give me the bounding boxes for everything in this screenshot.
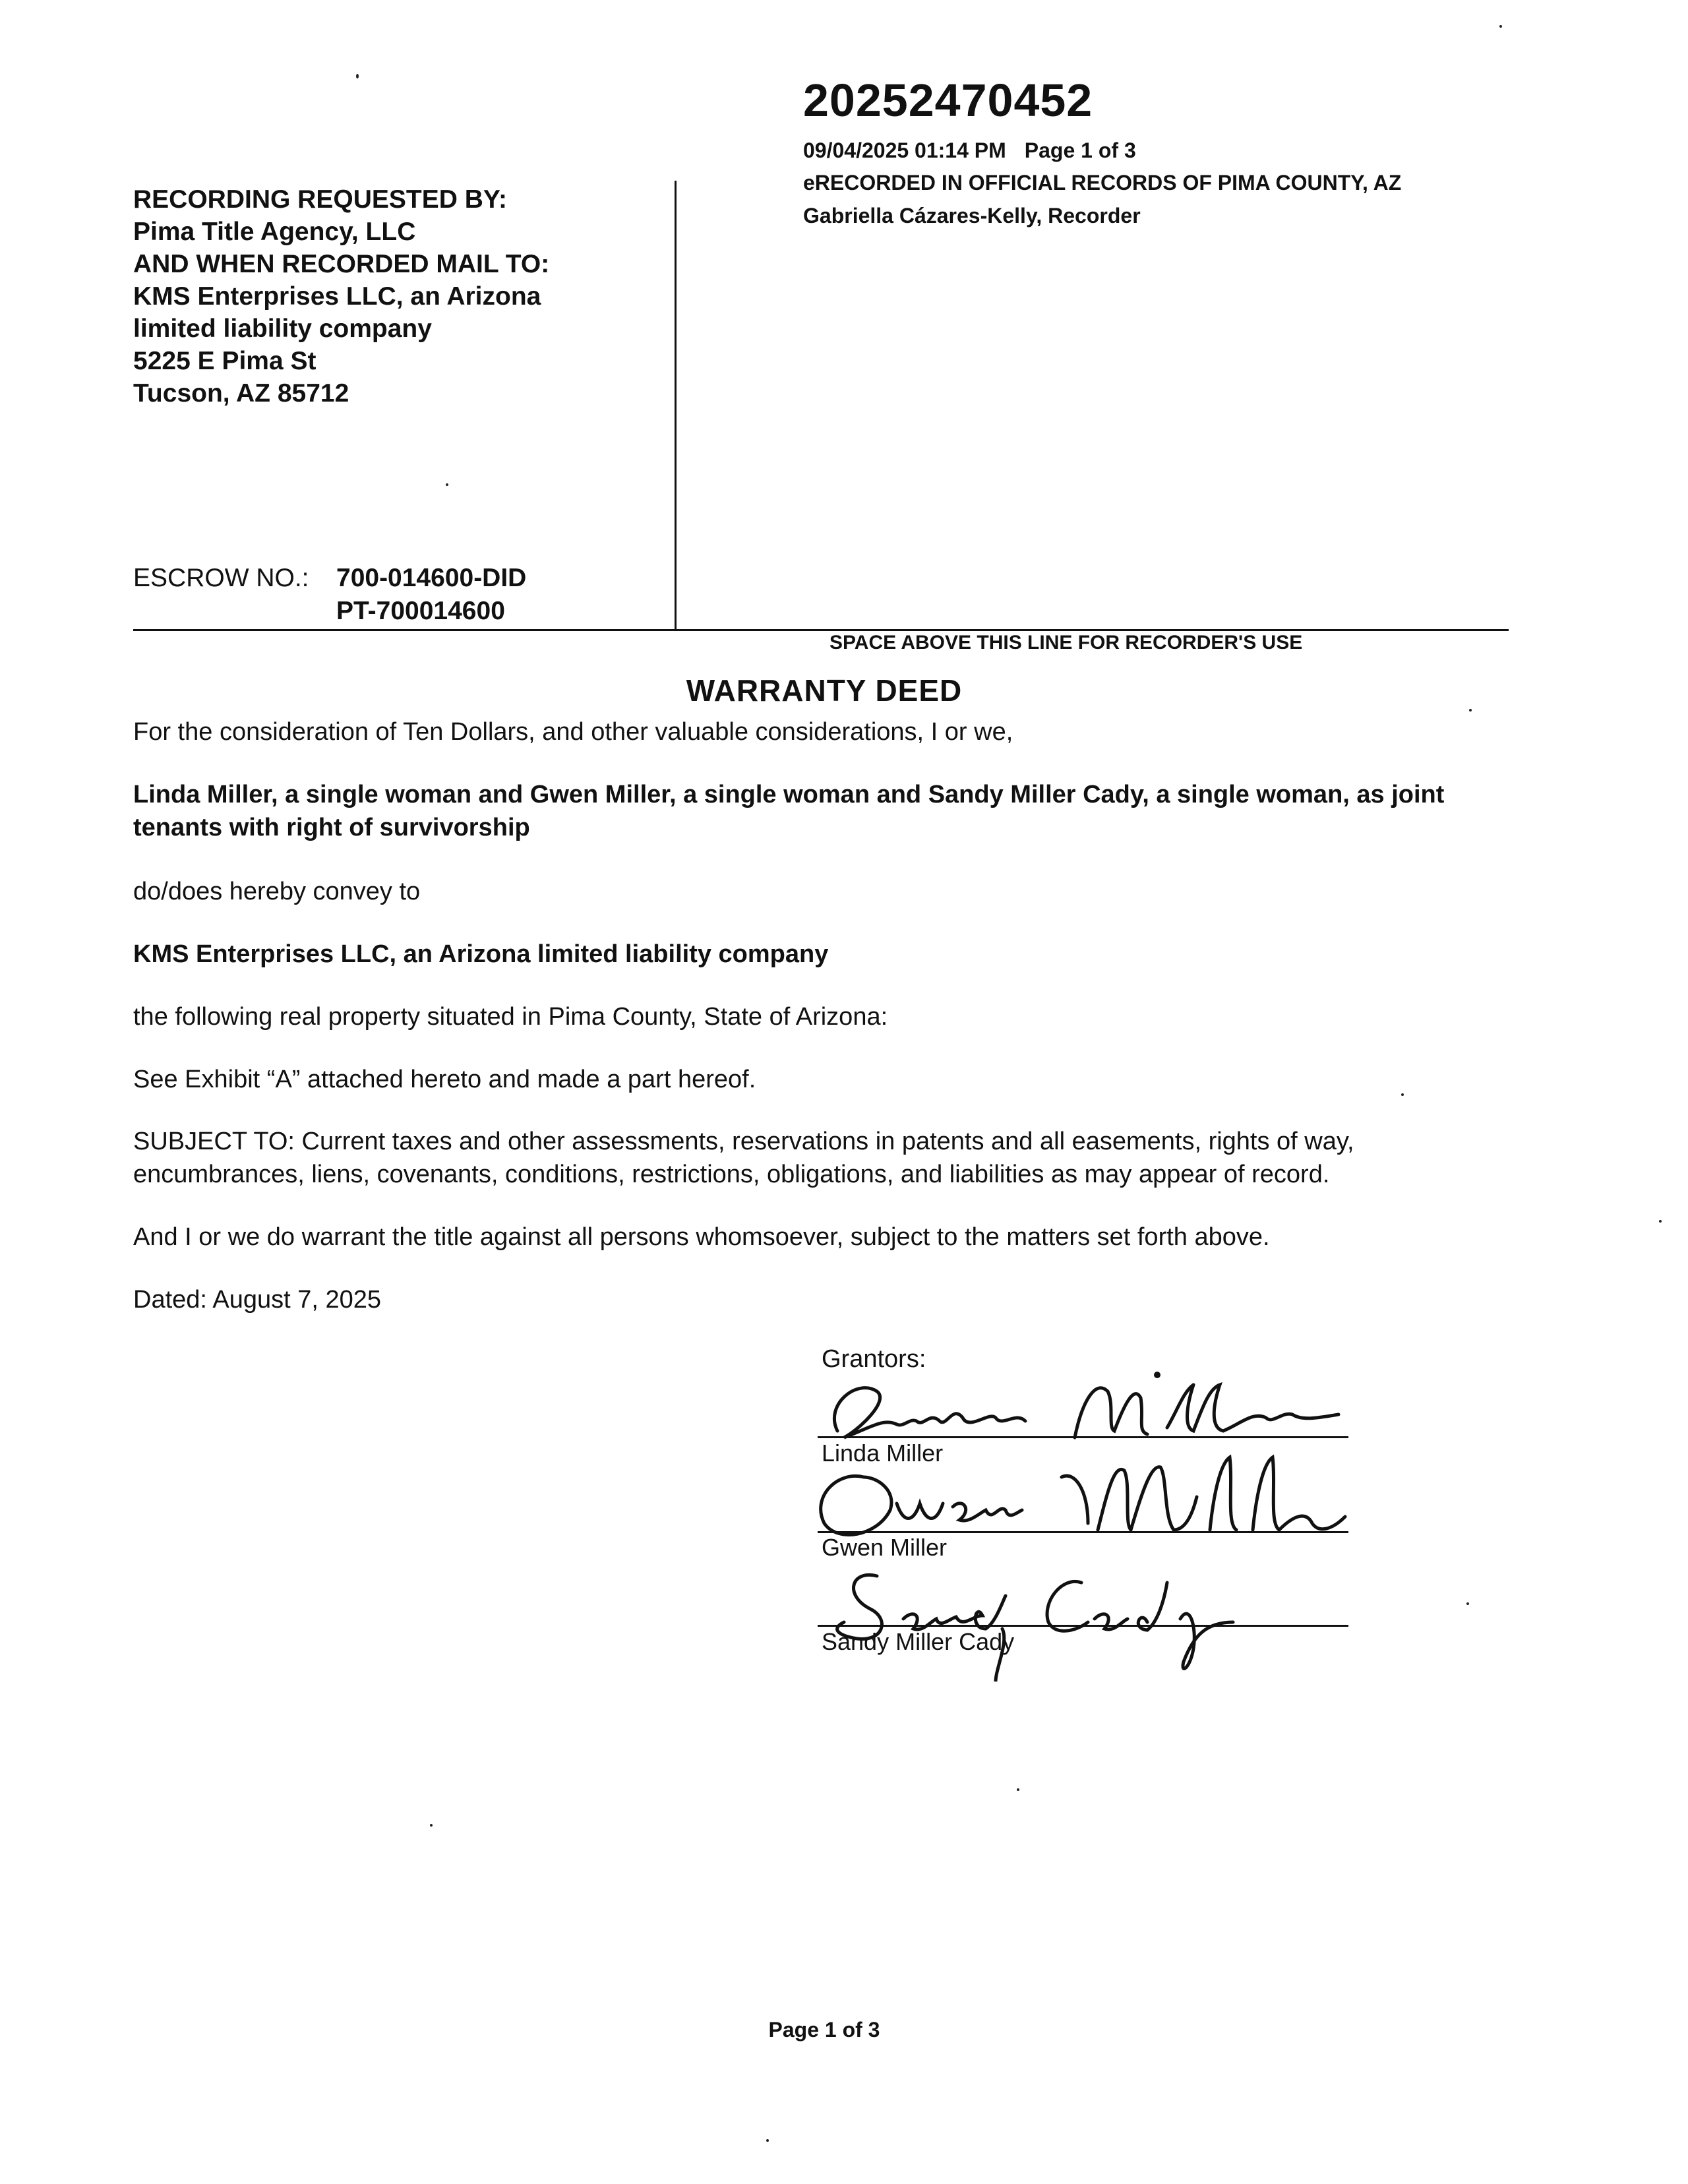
subject-to-paragraph: SUBJECT TO: Current taxes and other assessments, reservations in patents and all easements, rights of way, encumbrances, liens, covenants, conditions, restrictions, obligations, and liabilities as may appear of record. (133, 1128, 1354, 1188)
requested-line: Pima Title Agency, LLC (133, 218, 416, 246)
scan-speck (1401, 1093, 1404, 1096)
recording-page-info: Page 1 of 3 (1024, 138, 1136, 162)
exhibit-paragraph: See Exhibit “A” attached hereto and made a part hereof. (133, 1066, 756, 1093)
dated-line: Dated: August 7, 2025 (133, 1286, 382, 1314)
requested-line: 5225 E Pima St (133, 347, 316, 375)
deed-title: WARRANTY DEED (686, 673, 963, 708)
scan-speck (430, 1824, 433, 1827)
escrow-label: ESCROW NO.: (133, 564, 309, 592)
scan-speck (1499, 25, 1502, 28)
recording-date-line (803, 138, 1136, 163)
requested-line: AND WHEN RECORDED MAIL TO: (133, 250, 550, 278)
recorder-name: Gabriella Cázares-Kelly, Recorder (803, 204, 1141, 228)
vertical-divider (675, 181, 677, 629)
document-number: 20252470452 (803, 75, 1093, 126)
warranty-paragraph: And I or we do warrant the title against all persons whomsoever, subject to the matters set forth above. (133, 1223, 1270, 1251)
recording-datetime: 09/04/2025 01:14 PM (803, 138, 1006, 162)
consideration-paragraph: For the consideration of Ten Dollars, and other valuable considerations, I or we, (133, 718, 1013, 746)
scan-speck (356, 74, 359, 78)
scan-speck (1466, 1602, 1469, 1605)
signer-name: Linda Miller (822, 1440, 944, 1467)
signature-sandy-miller-cady (798, 1556, 1352, 1682)
grantee-paragraph: KMS Enterprises LLC, an Arizona limited liability company (133, 940, 829, 968)
property-paragraph: the following real property situated in Pima County, State of Arizona: (133, 1003, 888, 1031)
scan-speck (1469, 709, 1472, 712)
escrow-number-block (133, 562, 526, 628)
page-footer: Page 1 of 3 (768, 2018, 880, 2042)
escrow-number-secondary: PT-700014600 (336, 597, 505, 625)
requested-line: RECORDING REQUESTED BY: (133, 185, 507, 214)
grantors-paragraph: Linda Miller, a single woman and Gwen Miller, a single woman and Sandy Miller Cady, a single woman, as joint tenants with right of survivorship (133, 781, 1445, 841)
erecorded-text: eRECORDED IN OFFICIAL RECORDS OF PIMA COUNTY, AZ (803, 171, 1402, 195)
requested-line: KMS Enterprises LLC, an Arizona (133, 282, 541, 311)
grantors-label: Grantors: (822, 1345, 926, 1373)
recorder-use-caption: SPACE ABOVE THIS LINE FOR RECORDER'S USE (829, 632, 1303, 653)
signer-name: Gwen Miller (822, 1534, 948, 1561)
scan-speck (1017, 1788, 1019, 1791)
scan-speck (766, 2139, 769, 2142)
signature-line (818, 1436, 1348, 1438)
scan-speck (1659, 1220, 1662, 1223)
recording-requested-block (133, 183, 549, 410)
convey-paragraph: do/does hereby convey to (133, 878, 421, 905)
recorder-use-line (133, 629, 1509, 631)
requested-line: Tucson, AZ 85712 (133, 379, 349, 408)
signature-line (818, 1625, 1348, 1627)
signature-line (818, 1531, 1348, 1533)
requested-line: limited liability company (133, 315, 432, 343)
escrow-number: 700-014600-DID (336, 564, 527, 592)
signer-name: Sandy Miller Cady (822, 1628, 1015, 1655)
scan-speck (446, 483, 448, 486)
